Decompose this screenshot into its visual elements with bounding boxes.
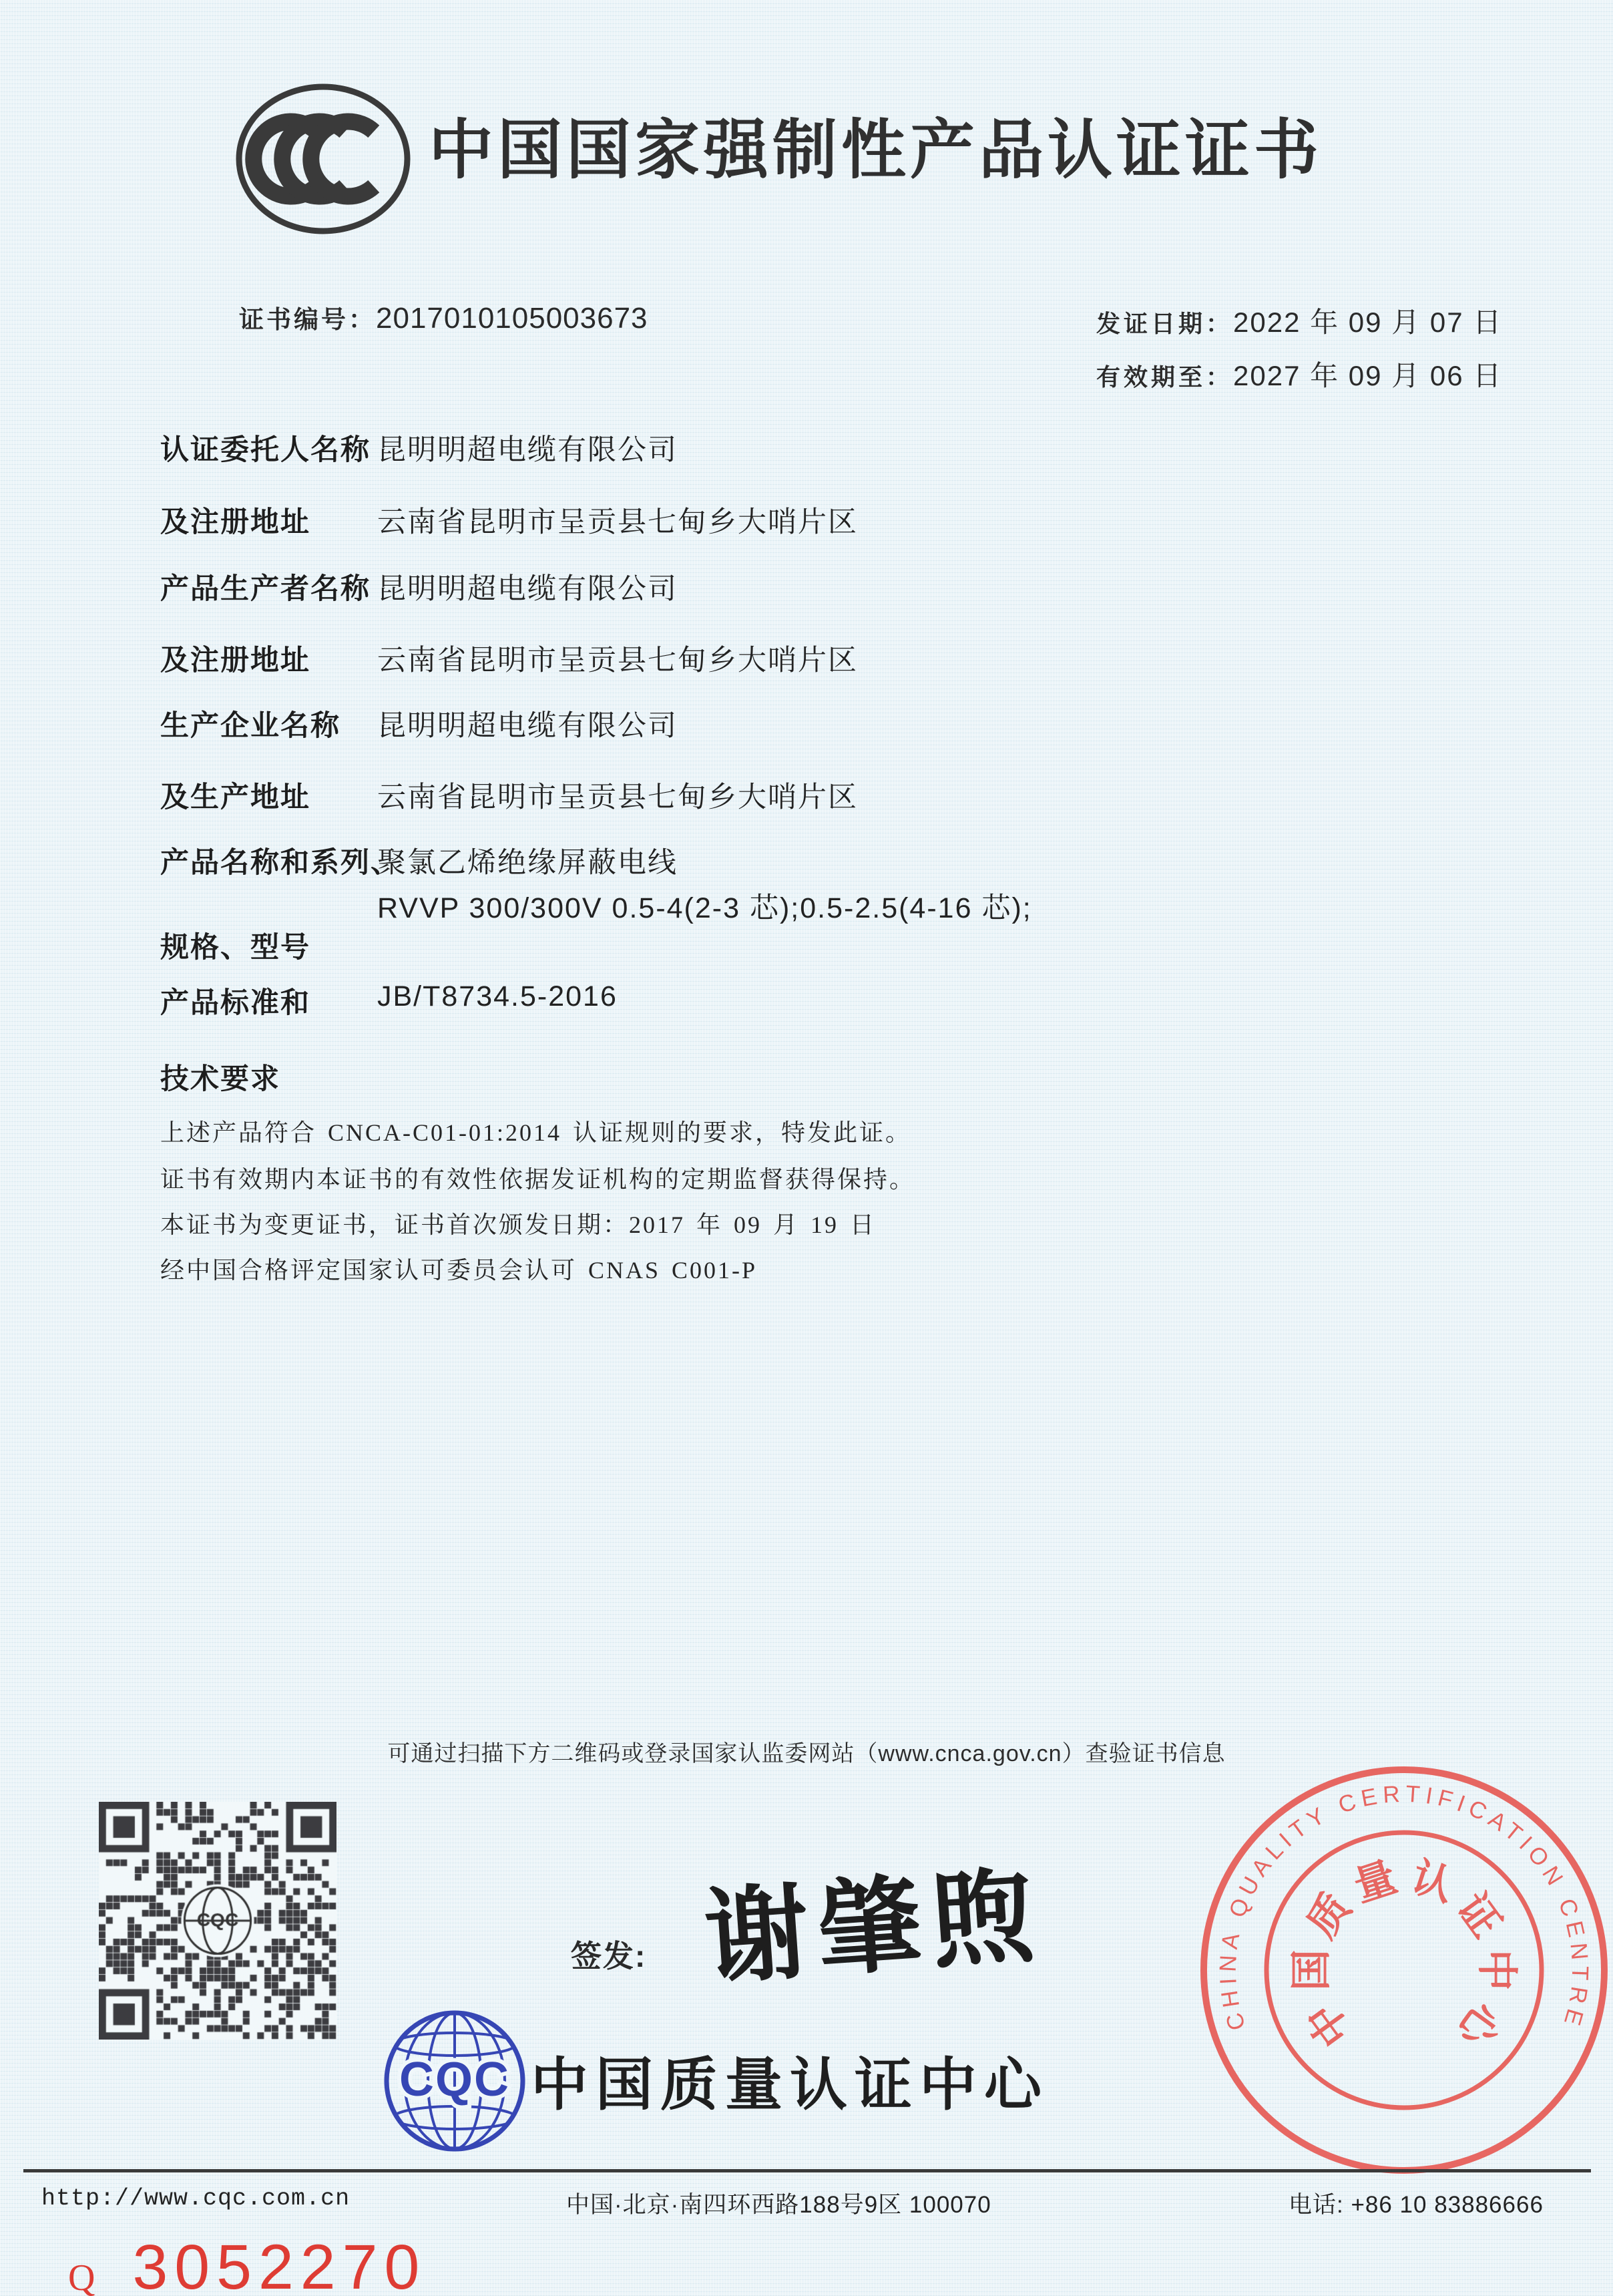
valid-until-value: 2027 年 09 月 06 日 <box>1233 360 1503 391</box>
svg-text:国: 国 <box>1289 1949 1335 1991</box>
stamp-inner-chars <box>1289 1854 1520 2056</box>
svg-text:认: 认 <box>1405 1853 1459 1911</box>
applicant-address-value: 云南省昆明市呈贡县七甸乡大哨片区 <box>377 506 858 538</box>
producer-address-value: 云南省昆明市呈贡县七甸乡大哨片区 <box>377 644 858 677</box>
verification-note: 可通过扫描下方二维码或登录国家认监委网站（www.cnca.gov.cn）查验证书信息 <box>387 1741 1226 1766</box>
cqc-logo-text: CQC <box>399 2053 510 2106</box>
factory-name-value: 昆明明超电缆有限公司 <box>377 710 678 742</box>
svg-text:量: 量 <box>1349 1853 1403 1911</box>
statement-line: 上述产品符合 CNCA-C01-01:2014 认证规则的要求，特发此证。 <box>160 1119 912 1146</box>
certificate-number-value: 2017010105003673 <box>376 302 648 335</box>
issue-date-value: 2022 年 09 月 07 日 <box>1233 307 1503 338</box>
tech-require-label: 技术要求 <box>160 1063 280 1095</box>
statement-line: 经中国合格评定国家认可委员会认可 CNAS C001-P <box>160 1257 758 1284</box>
serial-prefix: Q <box>68 2257 95 2296</box>
producer-name-value: 昆明明超电缆有限公司 <box>377 573 678 605</box>
footer-phone: 电话: +86 10 83886666 <box>1289 2192 1544 2218</box>
signed-by-label: 签发: <box>571 1939 647 1973</box>
stamp-english-text: CHINA QUALITY CERTIFICATION CENTRE <box>1214 1780 1594 2034</box>
qr-code <box>99 1802 336 2040</box>
producer-name-label: 产品生产者名称 <box>160 573 371 605</box>
page-title: 中国国家强制性产品认证证书 <box>429 114 1323 186</box>
svg-text:证: 证 <box>1447 1885 1510 1946</box>
svg-text:中: 中 <box>1298 1994 1361 2055</box>
product-spec-label: 规格、型号 <box>160 932 310 964</box>
standard-label: 产品标准和 <box>160 987 310 1019</box>
certificate-number-row <box>239 299 648 335</box>
svg-text:心: 心 <box>1447 1994 1510 2055</box>
footer-divider <box>23 2169 1591 2172</box>
valid-until-label: 有效期至： <box>1096 364 1234 391</box>
serial-number <box>68 2232 427 2296</box>
ccc-mark-icon <box>232 81 414 236</box>
product-model-value: RVVP 300/300V 0.5-4(2-3 芯);0.5-2.5(4-16 芯); <box>377 892 1032 924</box>
dates-block <box>1096 297 1502 403</box>
statement-line: 证书有效期内本证书的有效性依据发证机构的定期监督获得保持。 <box>160 1166 916 1193</box>
signature: 谢肇煦 <box>701 1859 1048 1997</box>
product-name-label: 产品名称和系列、 <box>160 847 401 879</box>
valid-until-row <box>1096 350 1502 403</box>
serial-digits: 3052270 <box>132 2232 427 2296</box>
factory-address-label: 及生产地址 <box>160 781 310 813</box>
applicant-name-label: 认证委托人名称 <box>160 434 371 466</box>
standard-value: JB/T8734.5-2016 <box>377 980 618 1012</box>
official-stamp <box>1190 1756 1613 2184</box>
footer-address: 中国·北京·南四环西路188号9区 100070 <box>566 2192 991 2218</box>
cqc-globe-icon <box>381 2007 529 2155</box>
issuer-name: 中国质量认证中心 <box>531 2053 1049 2117</box>
svg-text:质: 质 <box>1298 1885 1361 1946</box>
issue-date-label: 发证日期： <box>1096 311 1234 337</box>
product-name-value: 聚氯乙烯绝缘屏蔽电线 <box>377 847 678 879</box>
applicant-address-label: 及注册地址 <box>160 506 310 538</box>
footer-website: http://www.cqc.com.cn <box>41 2185 351 2212</box>
certificate-number-label: 证书编号： <box>239 307 376 334</box>
statement-line: 本证书为变更证书，证书首次颁发日期：2017 年 09 月 19 日 <box>160 1211 877 1238</box>
applicant-name-value: 昆明明超电缆有限公司 <box>377 434 678 466</box>
svg-text:中: 中 <box>1473 1949 1520 1991</box>
factory-name-label: 生产企业名称 <box>160 710 340 742</box>
producer-address-label: 及注册地址 <box>160 644 310 677</box>
factory-address-value: 云南省昆明市呈贡县七甸乡大哨片区 <box>377 781 858 813</box>
issue-date-row <box>1096 297 1502 350</box>
